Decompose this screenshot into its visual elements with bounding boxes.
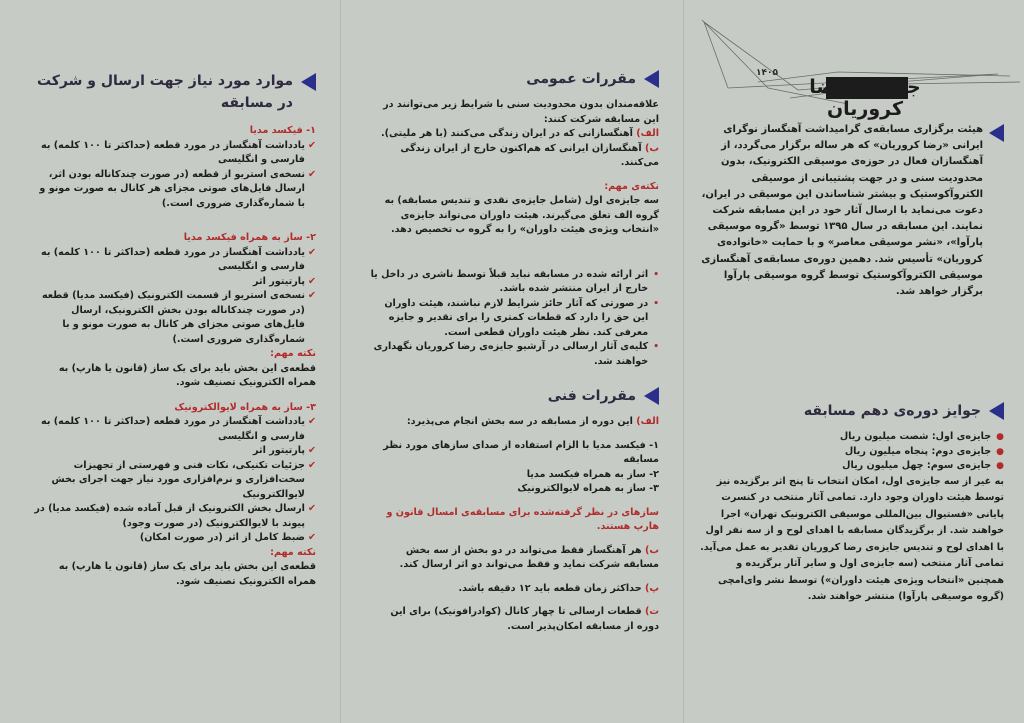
requirements-heading	[34, 70, 316, 114]
prizes-body-2: تمامی آثار منتخب (سه جایزه‌ی اول و سایر آثار برگزیده و همچنین «انتخاب ویژه‌ی هیئت داوران») توسط نشر وای‌امچی (گروه موسیقی پارآوا) منتشر خواهند شد.	[718, 558, 1004, 603]
general-item-b: ب) آهنگسازان ایرانی که هم‌اکنون خارج از ایران زندگی می‌کنند.	[400, 142, 659, 168]
red-dot-icon: •	[653, 298, 659, 309]
technical-item-a: الف) این دوره از مسابقه در سه بخش انجام می‌پذیرد:	[406, 416, 659, 427]
general-rules-heading-text: مقررات عمومی	[526, 71, 636, 87]
prize-item: ● جایزه‌ی سوم: چهل میلیون ریال	[698, 459, 1004, 474]
triangle-bullet-icon	[301, 73, 316, 91]
technical-instruments: سازهای در نظر گرفته‌شده برای مسابقه‌ی امسال قانون و هارپ هستند.	[386, 506, 659, 532]
general-bullet: • در صورتی که آثار حائز شرایط لازم نباشند، هیئت داوران این حق را دارد که قطعات کمتری را برای تقدیر و جایزه معرفی کند. نظر هیئت داوران قطعی است.	[369, 297, 659, 341]
section-1-title: ۱- فیکسد مدیا	[249, 125, 316, 136]
checkmark-icon: ✔	[307, 532, 316, 543]
prizes-heading	[698, 402, 1004, 420]
rules-panel	[341, 0, 683, 723]
requirement-item: ✔ جزئیات تکنیکی، نکات فنی و فهرستی از تجهیزات سخت‌افزاری و نرم‌افزاری مورد نیاز جهت اجرای بخش لایوالکترونیک	[34, 459, 316, 503]
general-note-title: نکته‌ی مهم:	[604, 180, 659, 192]
requirement-item: ✔ پارتیتور اثر	[34, 444, 316, 459]
intro-text: هیئت برگزاری مسابقه‌ی گرامیداشت آهنگساز نوگرای ایرانی «رضا کروریان» که هر ساله برگزار می‌گردد، از آهنگسازان فعال در حوزه‌ی موسیقی الکترونیک، بدون محدودیت سنی و در جهت پشتیبانی از موسیقی الکتروآکوستیک و بیشتر شناساندن این موسیقی در ایران، دعوت می‌نماید با ارسال آثار خود در این مسابقه شرکت نمایند. این مسابقه در سال ۱۳۹۵ توسط «گروه موسیقی پارآوا»، «نشر موسیقی معاصر» و با حمایت «خانواده‌ی کروریان» تأسیس شد. دهمین دوره‌ی مسابقه‌ی آهنگسازی موسیقی الکتروآکوستیک توسط گروه موسیقی پارآوا برگزار خواهد شد.	[701, 124, 983, 298]
general-bullet: • اثر ارائه شده در مسابقه نباید قبلاً توسط ناشری در داخل یا خارج از ایران منتشر شده باشد.	[369, 268, 659, 297]
requirement-item: ✔ ضبط کامل از اثر (در صورت امکان)	[34, 531, 316, 546]
requirement-item: ✔ یادداشت آهنگساز در مورد قطعه (حداکثر تا ۱۰۰ کلمه) به فارسی و انگلیسی	[34, 415, 316, 444]
requirements-heading-text: موارد مورد نیاز جهت ارسال و شرکت در مسابقه	[36, 73, 293, 111]
prizes-body-1: به غیر از سه جایزه‌ی اول، امکان انتخاب تا پنج اثر برگزیده نیز توسط هیئت داوران وجود دارد. تمامی آثار منتخب در کنسرت پایانی «فستیوال بین‌المللی موسیقی الکترونیک تهران» اجرا خواهند شد. از برگزیدگان مسابقه با اهدای لوح و از سه نفر اول با اهدای لوح و تندیس جایزه‌ی رضا کروریان تقدیر به عمل می‌آید.	[700, 475, 1004, 553]
requirement-item: ✔ پارتیتور اثر	[34, 275, 316, 290]
section-3-note-title: نکته مهم:	[270, 546, 316, 558]
general-note-text: سه جایزه‌ی اول (شامل جایزه‌ی نقدی و تندیس مسابقه) به گروه الف تعلق می‌گیرند. هیئت داوران می‌تواند جایزه‌ی «انتخاب ویژه‌ی هیئت داوران» را به گروه ب تخصیص دهد.	[384, 195, 659, 235]
competition-logo	[698, 0, 1004, 120]
red-dot-icon: ●	[996, 432, 1004, 443]
section-2-title: ۲- ساز به همراه فیکسد مدیا	[183, 232, 316, 243]
checkmark-icon: ✔	[307, 445, 316, 456]
prize-item: ● جایزه‌ی اول: شصت میلیون ریال	[698, 430, 1004, 445]
technical-section: ۱- فیکسد مدیا با الزام استفاده از صدای سازهای مورد نظر مسابقه	[383, 439, 659, 465]
technical-rules-heading-text: مقررات فنی	[547, 388, 636, 404]
prizes-heading-text: جوایز دوره‌ی دهم مسابقه	[803, 403, 981, 420]
intro-block	[698, 122, 1004, 300]
logo-title: جایزه‌ی رضا کروریان	[809, 76, 921, 120]
checkmark-icon: ✔	[307, 275, 316, 287]
section-2-note: قطعه‌ی این بخش باید برای یک ساز (قانون یا هارپ) به همراه الکترونیک تصنیف شود.	[58, 362, 316, 388]
cover-panel	[684, 0, 1024, 723]
requirement-item: ✔ یادداشت آهنگساز در مورد قطعه (حداکثر تا ۱۰۰ کلمه) به فارسی و انگلیسی	[34, 246, 316, 275]
checkmark-icon: ✔	[307, 139, 316, 151]
triangle-bullet-icon	[989, 402, 1004, 420]
technical-section: ۲- ساز به همراه فیکسد مدیا	[526, 468, 659, 480]
general-bullet: • کلیه‌ی آثار ارسالی در آرشیو جایزه‌ی رضا کروریان نگهداری خواهند شد.	[369, 340, 659, 369]
red-dot-icon: •	[653, 342, 659, 352]
section-3-note: قطعه‌ی این بخش باید برای یک ساز (قانون یا هارپ) به همراه الکترونیک تصنیف شود.	[58, 561, 316, 587]
technical-item-c: پ) حداکثر زمان قطعه باید ۱۲ دقیقه باشد.	[458, 582, 659, 594]
requirement-item: ✔ نسخه‌ی استریو از قسمت الکترونیک (فیکسد مدیا) قطعه (در صورت چندکاناله بودن بخش الکترونیک، ارسال فایل‌های صوتی مجزای هر کانال به صورت مونو و با شماره‌گذاری ضروری است.)	[34, 289, 316, 347]
triangle-bullet-icon	[644, 387, 659, 405]
checkmark-icon: ✔	[307, 416, 316, 427]
triangle-bullet-icon	[989, 124, 1004, 142]
requirement-item: ✔ یادداشت آهنگساز در مورد قطعه (حداکثر تا ۱۰۰ کلمه) به فارسی و انگلیسی	[34, 139, 316, 168]
checkmark-icon: ✔	[307, 503, 316, 514]
prize-item: ● جایزه‌ی دوم: پنجاه میلیون ریال	[698, 445, 1004, 460]
red-dot-icon: ●	[996, 461, 1004, 472]
checkmark-icon: ✔	[307, 290, 316, 301]
requirement-item: ✔ ارسال بخش الکترونیک از قبل آماده شده (فیکسد مدیا) در پیوند با لایوالکترونیک (در صورت وجود)	[34, 502, 316, 531]
triangle-bullet-icon	[644, 70, 659, 88]
technical-item-b: ب) هر آهنگساز فقط می‌تواند در دو بخش از سه بخش مسابقه شرکت نماید و فقط می‌تواند دو اثر ارسال کند.	[399, 544, 659, 570]
technical-section: ۳- ساز به همراه لایوالکترونیک	[517, 483, 659, 494]
technical-rules-heading	[369, 387, 659, 405]
red-dot-icon: •	[653, 269, 659, 280]
checkmark-icon: ✔	[307, 168, 316, 180]
section-2-note-title: نکته مهم:	[270, 348, 316, 359]
general-rules-heading	[369, 70, 659, 88]
technical-item-d: ت) قطعات ارسالی تا چهار کانال (کوادرافونیک) برای این دوره از مسابقه امکان‌پذیر است.	[390, 606, 659, 632]
requirements-panel	[0, 0, 340, 723]
checkmark-icon: ✔	[307, 459, 316, 471]
general-intro: علاقه‌مندان بدون محدودیت سنی با شرایط زیر می‌توانند در این مسابقه شرکت کنند:	[383, 99, 659, 125]
logo-year: ۱۴۰۵	[756, 68, 778, 78]
section-3-title: ۳- ساز به همراه لایوالکترونیک	[174, 401, 316, 413]
general-item-a: الف) آهنگسازانی که در ایران زندگی می‌کنند (با هر ملیتی).	[380, 128, 659, 139]
red-dot-icon: ●	[996, 446, 1004, 457]
checkmark-icon: ✔	[307, 246, 316, 258]
requirement-item: ✔ نسخه‌ی استریو از قطعه (در صورت چندکاناله بودن اثر، ارسال فایل‌های صوتی مجزای هر کانال به صورت مونو و با شماره‌گذاری ضروری است.)	[34, 168, 316, 212]
